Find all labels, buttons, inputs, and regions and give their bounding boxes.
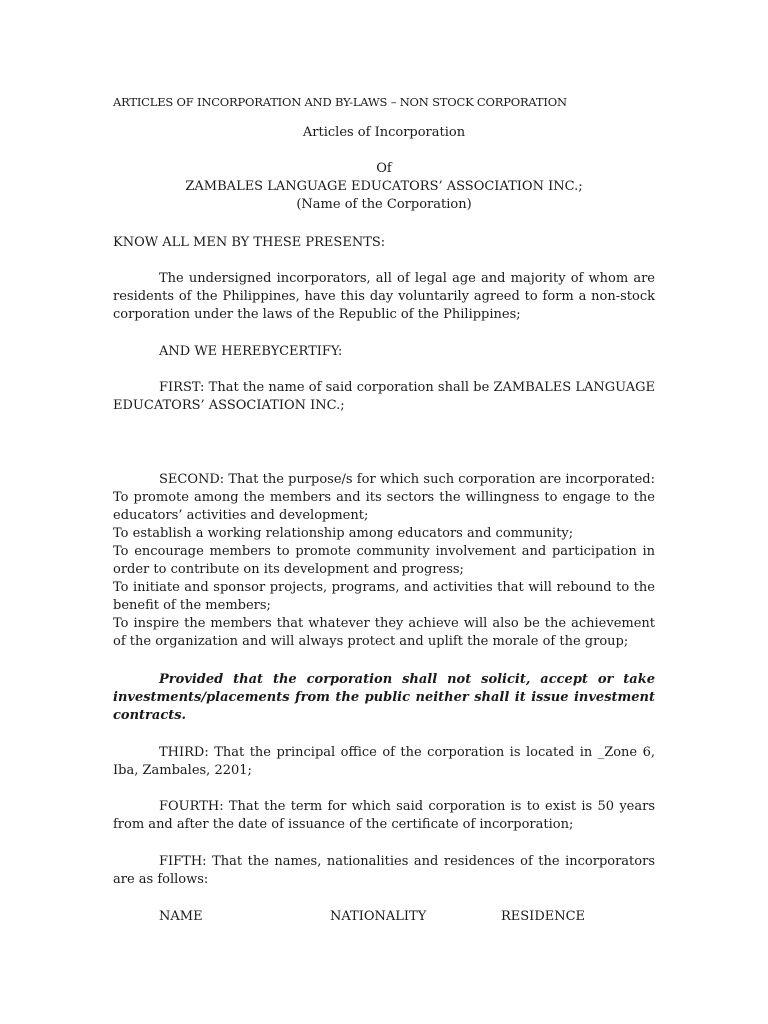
- first-article: FIRST: That the name of said corporation shall be ZAMBALES LANGUAGE EDUCATORS’ ASSOCIATION INC.;: [113, 380, 655, 413]
- second-purpose-item: To inspire the members that whatever they achieve will also be the achievement of the organization and will always protect and uplift the morale of the group;: [113, 616, 655, 649]
- second-purpose-item: To establish a working relationship among educators and community;: [113, 526, 574, 541]
- fifth-article: FIFTH: That the names, nationalities and residences of the incorporators are as follows:: [113, 854, 655, 887]
- know-all-heading: KNOW ALL MEN BY THESE PRESENTS:: [113, 235, 386, 250]
- of-line: Of: [376, 161, 392, 176]
- fourth-article: FOURTH: That the term for which said corporation is to exist is 50 years from and after the date of issuance of the certificate of incorporation;: [113, 799, 655, 832]
- certify-line: AND WE HEREBYCERTIFY:: [159, 344, 343, 359]
- second-purpose-item: To initiate and sponsor projects, programs, and activities that will rebound to the benefit of the members;: [113, 580, 655, 613]
- second-purpose-item: To encourage members to promote community involvement and participation in order to contribute on its development and progress;: [113, 544, 655, 577]
- column-header-nationality: NATIONALITY: [330, 909, 427, 924]
- intro-paragraph: The undersigned incorporators, all of legal age and majority of whom are residents of the Philippines, have this day voluntarily agreed to form a non-stock corporation under the laws of the Republic of the Philippines;: [113, 271, 655, 322]
- column-header-name: NAME: [159, 909, 203, 924]
- third-article: THIRD: That the principal office of the corporation is located in _Zone 6, Iba, Zambales, 2201;: [113, 745, 655, 778]
- corporation-name: ZAMBALES LANGUAGE EDUCATORS’ ASSOCIATION INC.;: [185, 179, 583, 194]
- name-note: (Name of the Corporation): [296, 197, 472, 212]
- document-header: ARTICLES OF INCORPORATION AND BY-LAWS – NON STOCK CORPORATION: [113, 95, 567, 109]
- second-article: [113, 471, 655, 651]
- proviso-paragraph: Provided that the corporation shall not solicit, accept or take investments/placements from the public neither shall it issue investment contracts.: [113, 672, 655, 723]
- column-header-residence: RESIDENCE: [501, 909, 586, 924]
- second-article-lead: SECOND: That the purpose/s for which such corporation are incorporated: To promote among the members and its sectors the willingness to engage to the educators’ activities and development;: [113, 472, 655, 523]
- document-title: Articles of Incorporation: [302, 125, 466, 140]
